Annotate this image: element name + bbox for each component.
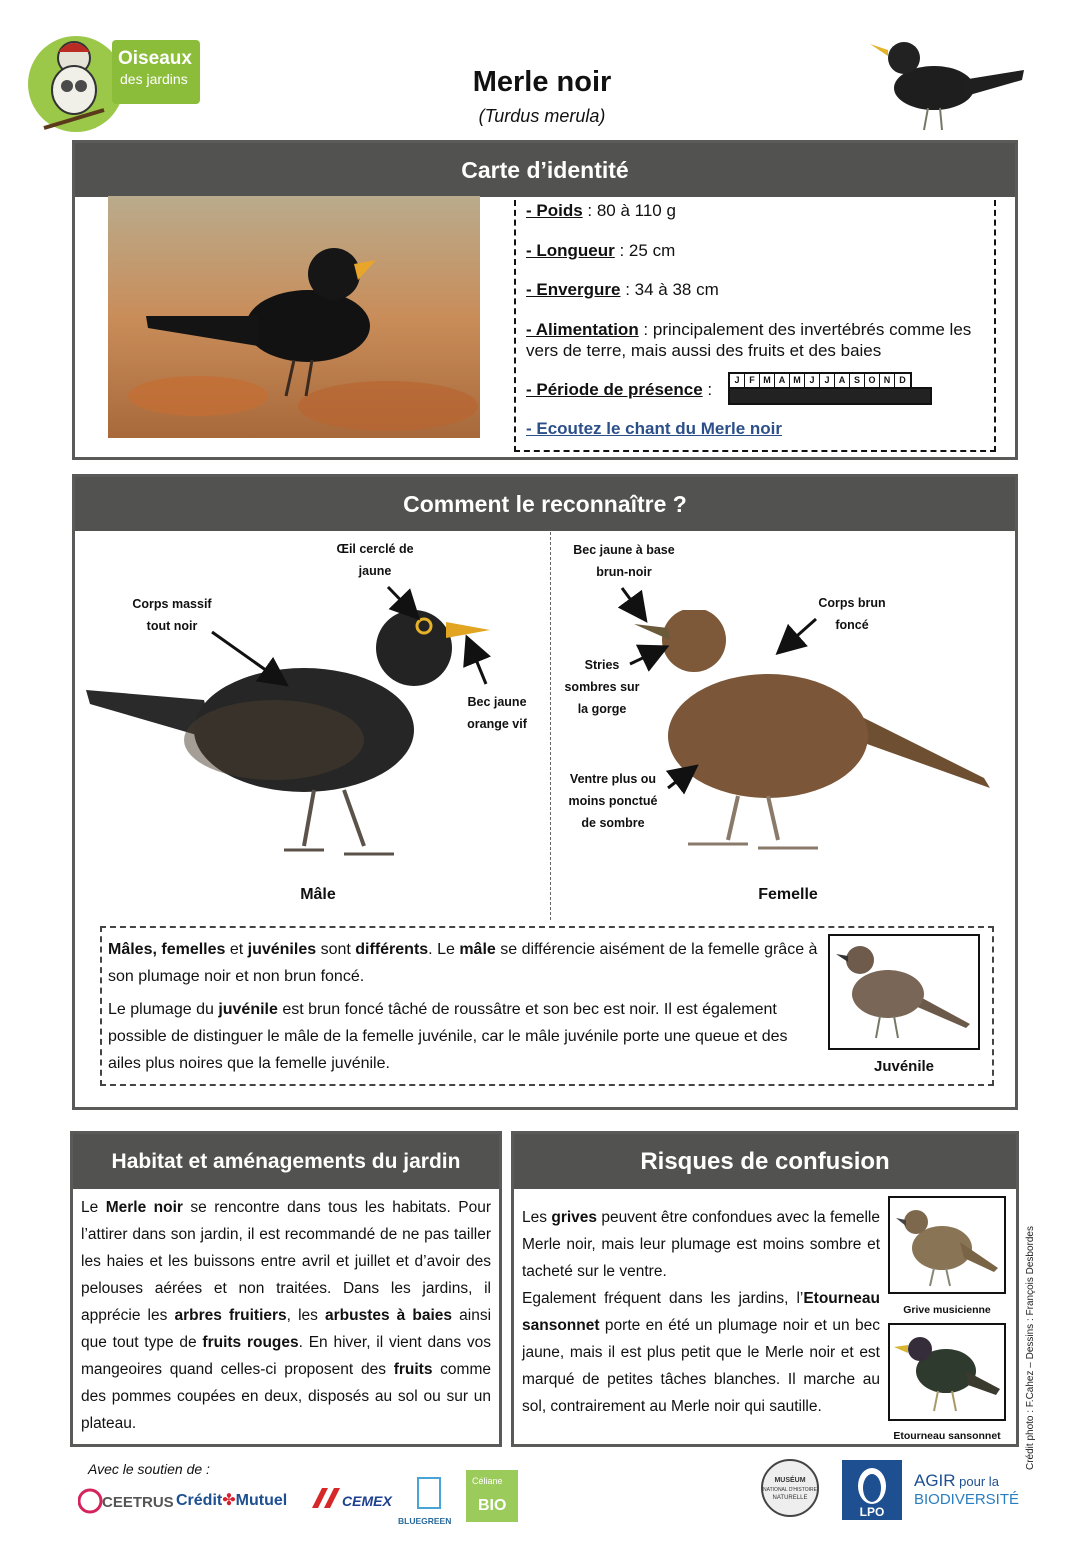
svg-text:NATIONAL D'HISTOIRE: NATIONAL D'HISTOIRE bbox=[763, 1487, 817, 1493]
confusion-heading: Risques de confusion bbox=[514, 1134, 1016, 1189]
agir-biodiversite-logo: AGIR pour la BIODIVERSITÉ bbox=[914, 1471, 1020, 1508]
svg-text:Céliane: Céliane bbox=[472, 1476, 503, 1486]
svg-text:BLUEGREEN: BLUEGREEN bbox=[398, 1516, 452, 1526]
song-link[interactable]: - Ecoutez le chant du Merle noir bbox=[526, 419, 782, 438]
bluegreen-logo bbox=[396, 1474, 462, 1526]
support-label: Avec le soutien de : bbox=[88, 1461, 210, 1477]
annot-beak-male: Bec jaune orange vif bbox=[467, 695, 527, 731]
juvenile-text bbox=[108, 936, 820, 1077]
logo-line2: des jardins bbox=[120, 71, 188, 87]
month-cell: N bbox=[880, 374, 895, 387]
poids-label: - Poids bbox=[526, 201, 583, 220]
credit-mutuel-logo: Crédit✤Mutuel bbox=[176, 1492, 288, 1509]
song-thrush-caption: Grive musicienne bbox=[903, 1304, 991, 1316]
page-title: Merle noir bbox=[472, 66, 612, 98]
month-cell: O bbox=[865, 374, 880, 387]
juvenile-caption: Juvénile bbox=[873, 1058, 935, 1075]
habitat-text: Le Merle noir se rencontre dans tous les habitats. Pour l’attirer dans son jardin, il est recommandé de ne pas tailler les haies et les buissons entre avril et juillet et d’avoir des pelouses aérées et non traitées. Dans les jardins, il apprécie les arbres fruitiers, les arbustes à baies ainsi que tout type de fruits rouges. En hiver, il vient dans vos mangeoires quand celles-ci proposent des fruits comme des pommes coupées en deux, disposés au sol ou sur un plateau. bbox=[81, 1199, 492, 1432]
habitat-heading: Habitat et aménagements du jardin bbox=[73, 1134, 499, 1189]
recognize-heading: Comment le reconnaître ? bbox=[75, 477, 1015, 531]
envergure-value: : 34 à 38 cm bbox=[620, 280, 719, 299]
month-cell: J bbox=[820, 374, 835, 387]
month-cell: M bbox=[760, 374, 775, 387]
svg-text:CEMEX: CEMEX bbox=[342, 1493, 392, 1509]
poids-value: : 80 à 110 g bbox=[582, 201, 676, 220]
annot-eye: Œil cerclé de jaune bbox=[336, 542, 414, 578]
lpo-logo bbox=[842, 1460, 902, 1520]
longueur-value: : 25 cm bbox=[614, 241, 676, 260]
periode-label: - Période de présence bbox=[526, 380, 703, 399]
identity-heading: Carte d’identité bbox=[75, 143, 1015, 197]
juvenile-paragraph-2: Le plumage du juvénile est brun foncé tâché de roussâtre et son bec est noir. Il est également possible de distinguer le mâle de la femelle juvénile, car le mâle juvénile porte une queue et des ailes plus noires que la femelle juvénile. bbox=[108, 1001, 788, 1072]
alimentation-label: - Alimentation bbox=[526, 320, 639, 339]
juvenile-drawing bbox=[828, 934, 980, 1050]
photo-credit: Crédit photo : F.Cahez – Dessins : François Desbordes bbox=[1025, 1226, 1036, 1470]
habitat-section bbox=[70, 1131, 502, 1447]
logo-line1: Oiseaux bbox=[118, 48, 192, 69]
periode-sep: : bbox=[702, 380, 713, 399]
svg-text:NATURELLE: NATURELLE bbox=[772, 1495, 808, 1501]
svg-text:BIO: BIO bbox=[478, 1497, 507, 1514]
month-cell: A bbox=[775, 374, 790, 387]
envergure-label: - Envergure bbox=[526, 280, 621, 299]
female-caption: Femelle bbox=[758, 886, 818, 903]
month-cell: S bbox=[850, 374, 865, 387]
starling-caption: Etourneau sansonnet bbox=[893, 1430, 1001, 1442]
month-cell: A bbox=[835, 374, 850, 387]
month-cell: J bbox=[805, 374, 820, 387]
svg-text:LPO: LPO bbox=[859, 1505, 885, 1519]
svg-text:MUSÉUM: MUSÉUM bbox=[774, 1477, 806, 1484]
annot-throat: Stries sombres sur la gorge bbox=[564, 658, 640, 716]
month-cell: J bbox=[730, 374, 745, 387]
month-cell: M bbox=[790, 374, 805, 387]
longueur-label: - Longueur bbox=[526, 241, 615, 260]
male-caption: Mâle bbox=[300, 886, 336, 903]
song-thrush-drawing bbox=[888, 1196, 1006, 1294]
museum-logo bbox=[760, 1456, 820, 1520]
alimentation-value: : principalement des invertébrés comme les vers de terre, mais aussi des fruits et des baies bbox=[526, 320, 972, 360]
svg-text:CEETRUS: CEETRUS bbox=[102, 1494, 174, 1511]
annot-body-female: Corps brun foncé bbox=[818, 596, 886, 632]
juvenile-paragraph-1: Mâles, femelles et juvéniles sont différents. Le mâle se différencie aisément de la femelle grâce à son plumage noir et non brun foncé. bbox=[108, 941, 818, 985]
starling-drawing bbox=[888, 1323, 1006, 1421]
month-cell: D bbox=[899, 375, 906, 385]
month-cell: F bbox=[745, 374, 760, 387]
confusion-text: Les grives peuvent être confondues avec la femelle Merle noir, mais leur plumage est moins sombre et tacheté sur le ventre. Egalement fréquent dans les jardins, l’Etourneau sansonnet porte en été un plumage noir et un bec jaune, mais il est plus petit que le Merle noir et est marqué de petites tâches blanches. Il marche au sol, contrairement au Merle noir qui sautille. bbox=[522, 1209, 880, 1415]
juvenile-box bbox=[100, 926, 994, 1086]
celiane-bio-logo bbox=[466, 1470, 518, 1522]
annot-belly: Ventre plus ou moins ponctué de sombre bbox=[568, 772, 658, 830]
cemex-logo bbox=[308, 1482, 398, 1514]
page-subtitle: (Turdus merula) bbox=[478, 106, 606, 126]
annot-body-male: Corps massif tout noir bbox=[132, 597, 212, 633]
confusion-section bbox=[511, 1131, 1019, 1447]
ceetrus-logo bbox=[78, 1484, 174, 1518]
annot-beak-female: Bec jaune à base brun-noir bbox=[573, 543, 675, 579]
